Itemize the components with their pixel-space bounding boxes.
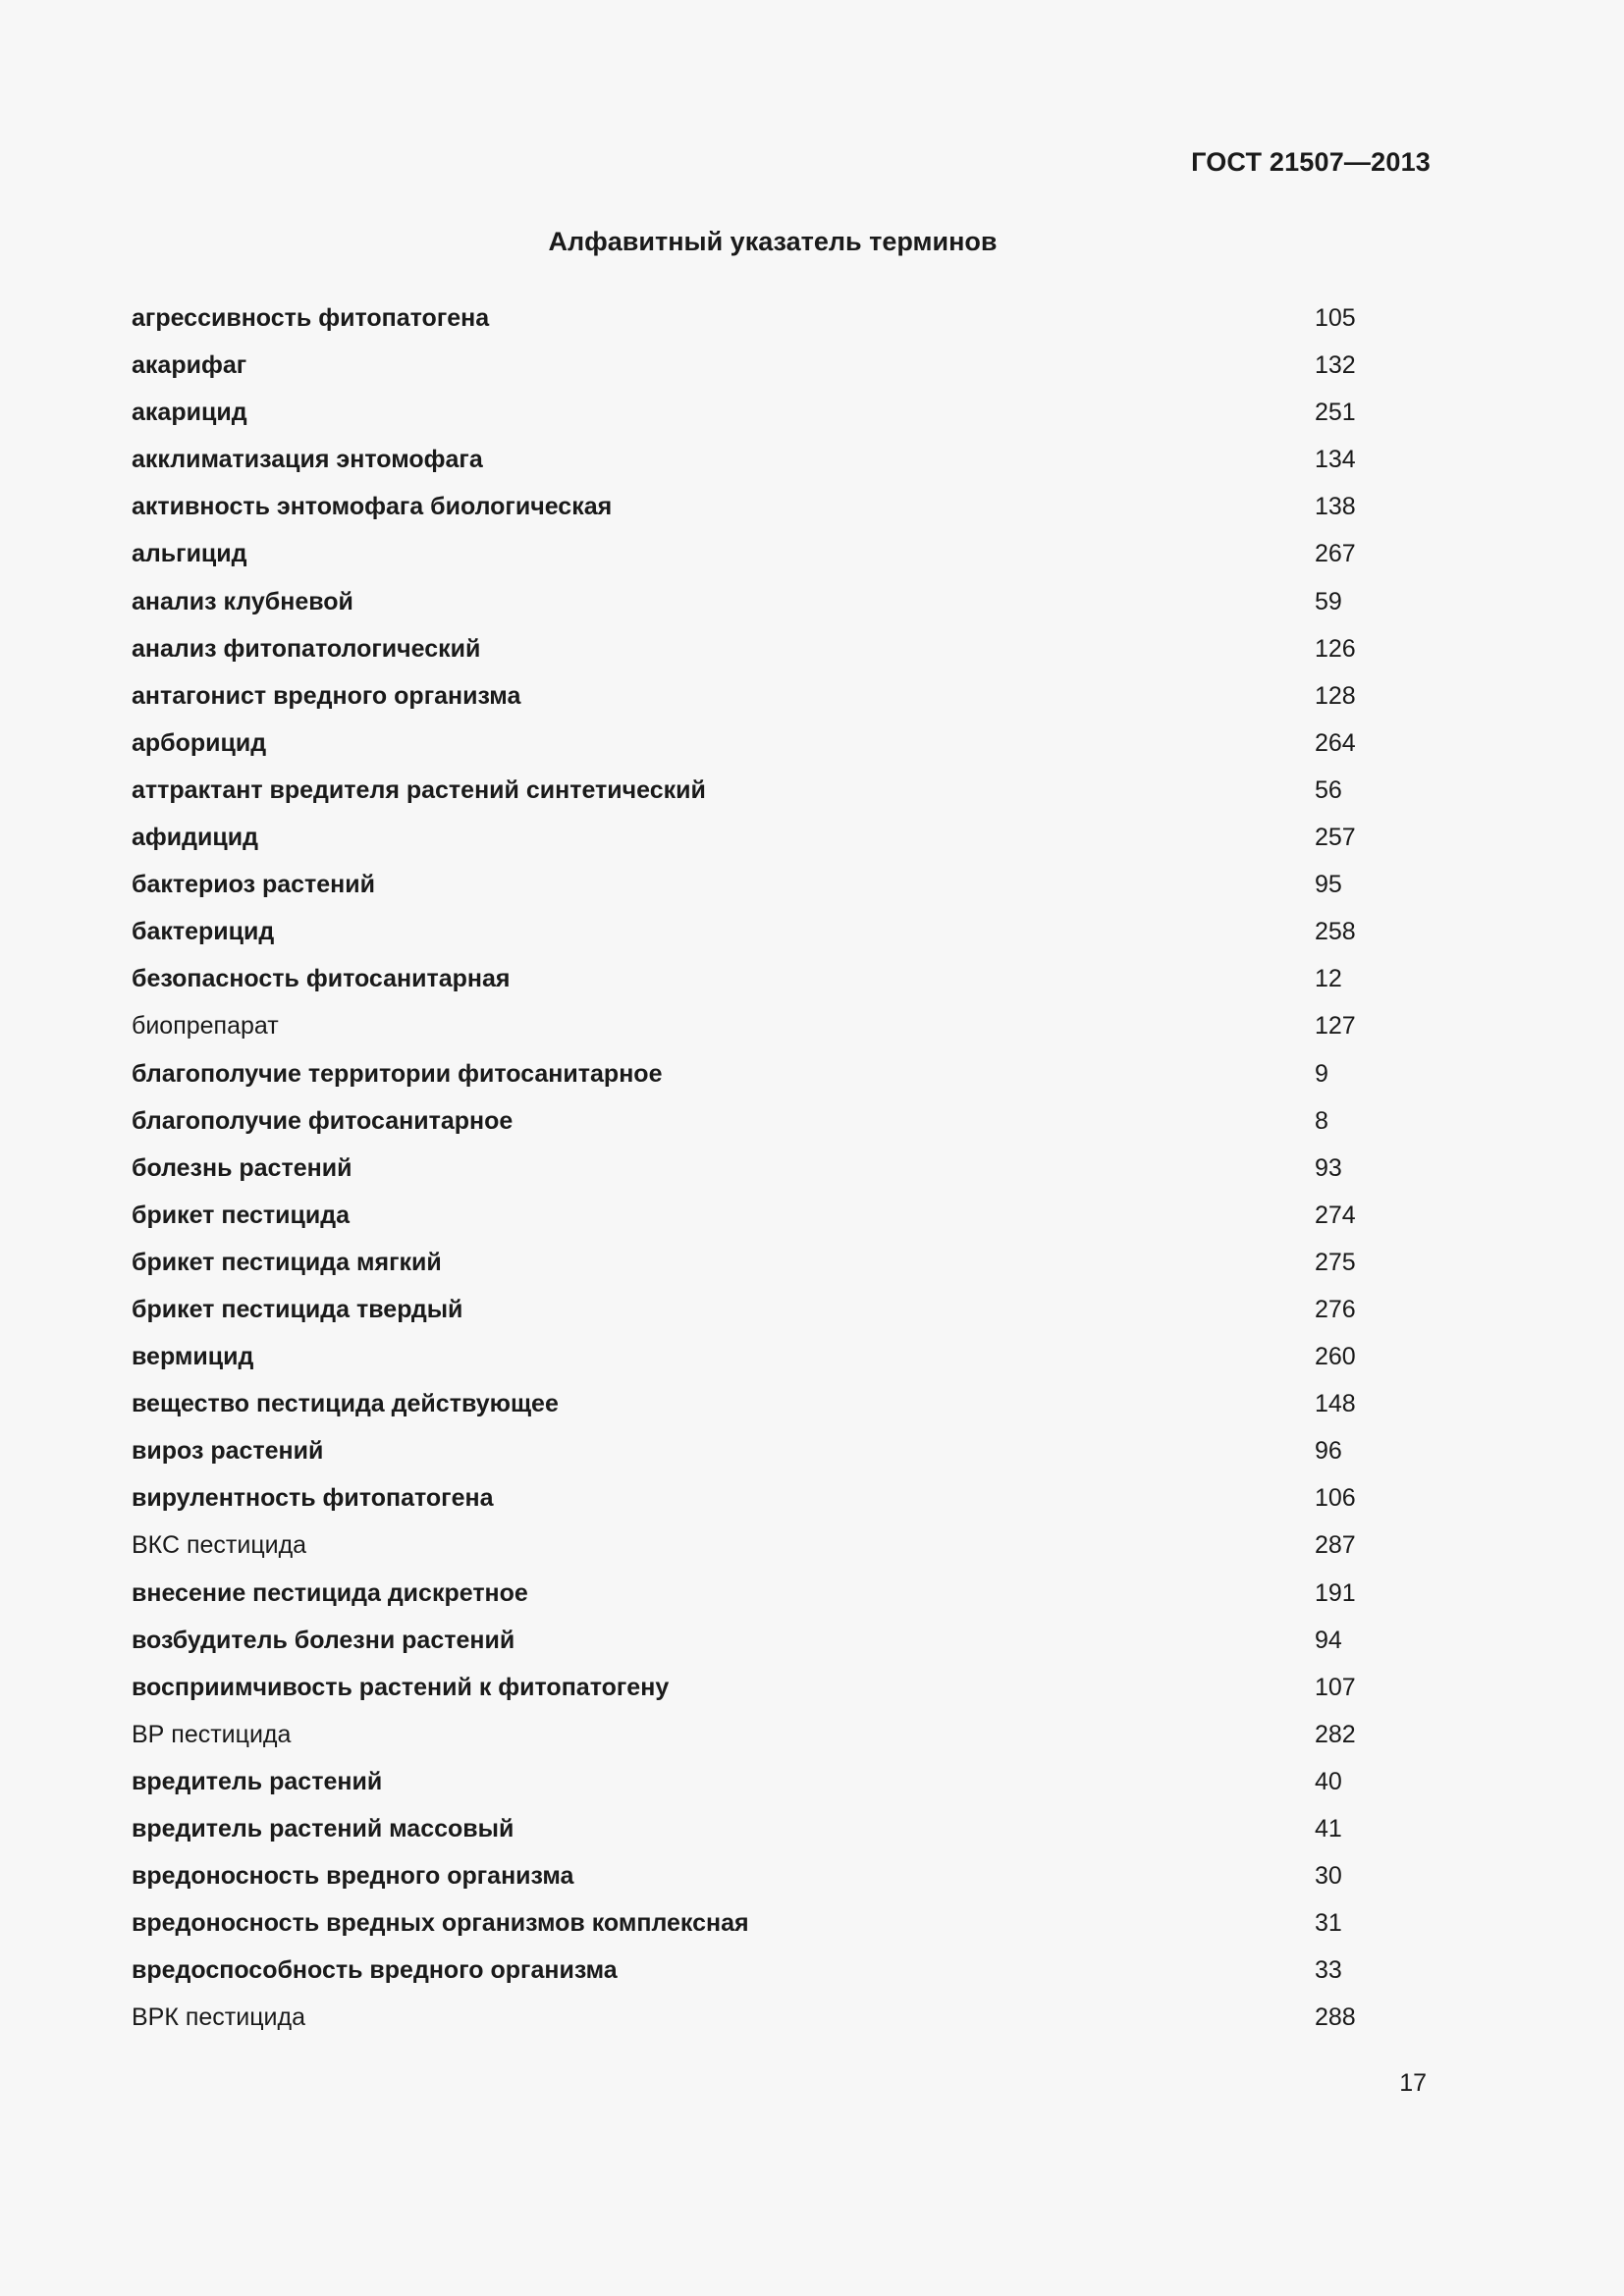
term-entry: [132, 1338, 1408, 1385]
term-name: вещество пестицида действующее: [132, 1390, 559, 1418]
term-number: 134: [1315, 446, 1356, 474]
term-number: 138: [1315, 493, 1356, 521]
term-name: вредоносность вредных организмов комплексная: [132, 1909, 749, 1938]
term-entry: [132, 583, 1408, 630]
term-name: брикет пестицида: [132, 1201, 351, 1229]
term-name: анализ клубневой: [132, 587, 353, 615]
term-entry: [132, 394, 1408, 441]
term-entry: [132, 1385, 1408, 1432]
term-number: 127: [1315, 1012, 1356, 1041]
term-name: вредитель растений массовый: [132, 1815, 514, 1842]
term-number: 106: [1315, 1484, 1356, 1513]
term-index-list: [132, 299, 1408, 2046]
term-number: 95: [1315, 871, 1342, 899]
term-entry: [132, 441, 1408, 488]
term-number: 264: [1315, 728, 1356, 757]
term-name: ВКС пестицида: [132, 1531, 307, 1560]
term-name: брикет пестицида твердый: [132, 1295, 463, 1323]
term-name: акклиматизация энтомофага: [132, 446, 483, 474]
term-number: 9: [1315, 1059, 1328, 1088]
term-number: 260: [1315, 1343, 1356, 1371]
term-name: вироз растений: [132, 1437, 324, 1466]
term-entry: [132, 819, 1408, 866]
term-entry: [132, 1526, 1408, 1574]
term-entry: [132, 1904, 1408, 1951]
term-entry: [132, 1244, 1408, 1291]
term-number: 251: [1315, 399, 1356, 427]
term-entry: [132, 1951, 1408, 1999]
term-name: благополучие территории фитосанитарное: [132, 1059, 663, 1088]
term-name: ВР пестицида: [132, 1720, 292, 1748]
term-entry: [132, 1197, 1408, 1244]
term-entry: [132, 1479, 1408, 1526]
term-number: 12: [1315, 965, 1342, 993]
term-entry: [132, 1102, 1408, 1149]
term-name: анализ фитопатологический: [132, 634, 481, 663]
term-name: активность энтомофага биологическая: [132, 493, 613, 521]
term-number: 257: [1315, 824, 1356, 852]
term-number: 56: [1315, 775, 1342, 804]
term-name: вермицид: [132, 1343, 254, 1371]
term-entry: [132, 1622, 1408, 1669]
term-entry: [132, 1716, 1408, 1763]
document-code: ГОСТ 21507—2013: [1191, 147, 1431, 177]
term-entry: [132, 1432, 1408, 1479]
term-name: антагонист вредного организма: [132, 681, 521, 710]
term-number: 126: [1315, 634, 1356, 663]
term-number: 94: [1315, 1626, 1342, 1654]
term-number: 287: [1315, 1531, 1356, 1560]
term-name: агрессивность фитопатогена: [132, 304, 490, 332]
term-number: 258: [1315, 918, 1356, 946]
term-name: аттрактант вредителя растений синтетический: [132, 775, 706, 804]
term-entry: [132, 1291, 1408, 1338]
term-number: 267: [1315, 540, 1356, 568]
term-name: внесение пестицида дискретное: [132, 1578, 528, 1607]
term-number: 107: [1315, 1673, 1356, 1701]
term-name: благополучие фитосанитарное: [132, 1106, 514, 1135]
term-number: 93: [1315, 1153, 1342, 1182]
term-entry: [132, 677, 1408, 724]
term-number: 33: [1315, 1956, 1342, 1985]
term-entry: [132, 724, 1408, 772]
term-entry: [132, 960, 1408, 1007]
term-number: 282: [1315, 1720, 1356, 1748]
term-number: 128: [1315, 681, 1356, 710]
term-number: 8: [1315, 1106, 1328, 1135]
term-number: 148: [1315, 1390, 1356, 1418]
term-entry: [132, 347, 1408, 394]
term-entry: [132, 299, 1408, 347]
term-number: 40: [1315, 1767, 1342, 1795]
term-number: 30: [1315, 1862, 1342, 1891]
term-name: брикет пестицида мягкий: [132, 1248, 442, 1276]
term-entry: [132, 1763, 1408, 1810]
term-name: вирулентность фитопатогена: [132, 1484, 494, 1513]
term-number: 31: [1315, 1909, 1342, 1938]
term-entry: [132, 1669, 1408, 1716]
term-number: 41: [1315, 1815, 1342, 1842]
term-name: восприимчивость растений к фитопатогену: [132, 1673, 670, 1701]
term-number: 59: [1315, 587, 1342, 615]
term-entry: [132, 772, 1408, 819]
term-name: болезнь растений: [132, 1153, 352, 1182]
term-entry: [132, 1149, 1408, 1197]
term-number: 191: [1315, 1578, 1356, 1607]
term-name: возбудитель болезни растений: [132, 1626, 515, 1654]
term-entry: [132, 535, 1408, 582]
term-entry: [132, 913, 1408, 960]
term-number: 288: [1315, 2003, 1356, 2032]
term-number: 96: [1315, 1437, 1342, 1466]
term-entry: [132, 1999, 1408, 2046]
term-entry: [132, 1857, 1408, 1904]
term-name: афидицид: [132, 824, 258, 852]
term-number: 275: [1315, 1248, 1356, 1276]
term-name: бактериоз растений: [132, 871, 376, 899]
term-entry: [132, 1007, 1408, 1054]
term-name: безопасность фитосанитарная: [132, 965, 511, 993]
page-number: 17: [1399, 2069, 1427, 2097]
term-number: 276: [1315, 1295, 1356, 1323]
term-entry: [132, 866, 1408, 913]
term-name: вредоносность вредного организма: [132, 1862, 574, 1891]
term-name: бактерицид: [132, 918, 275, 946]
page-title: Алфавитный указатель терминов: [548, 227, 998, 256]
term-number: 274: [1315, 1201, 1356, 1229]
term-name: арборицид: [132, 728, 267, 757]
term-number: 132: [1315, 351, 1356, 380]
term-entry: [132, 1810, 1408, 1857]
term-name: ВРК пестицида: [132, 2003, 305, 2032]
term-name: вредоспособность вредного организма: [132, 1956, 618, 1985]
term-name: альгицид: [132, 540, 247, 568]
term-number: 105: [1315, 304, 1356, 332]
term-name: акарифаг: [132, 351, 247, 380]
term-entry: [132, 1575, 1408, 1622]
term-entry: [132, 1055, 1408, 1102]
term-name: биопрепарат: [132, 1012, 279, 1041]
term-name: вредитель растений: [132, 1767, 383, 1795]
term-name: акарицид: [132, 399, 247, 427]
term-entry: [132, 630, 1408, 677]
term-entry: [132, 488, 1408, 535]
